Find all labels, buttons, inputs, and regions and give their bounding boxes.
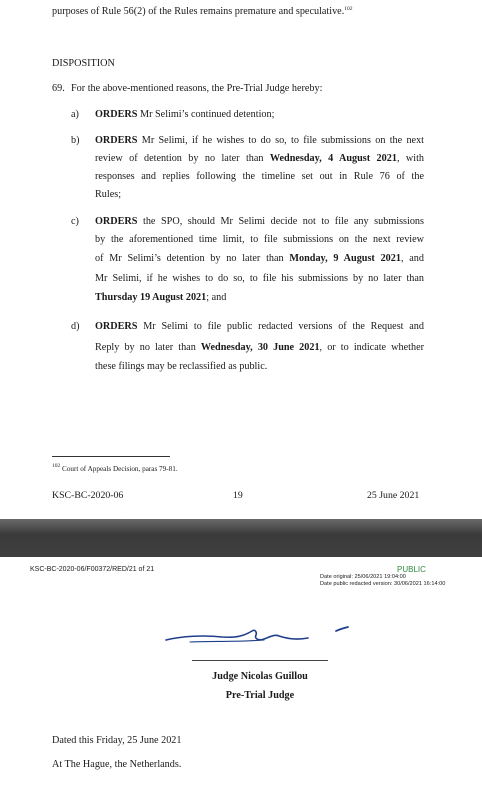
footnote-reference: 102 xyxy=(344,6,353,12)
item-b-line-2: review of detention by no later than Wednesday, 4 August 2021, with xyxy=(95,153,424,164)
classification-label: PUBLIC xyxy=(397,565,426,574)
judge-name: Judge Nicolas Guillou xyxy=(212,671,308,682)
item-c-line-2: by the aforementioned time limit, to file submissions on the next review xyxy=(95,234,424,245)
item-c-line-5: Thursday 19 August 2021; and xyxy=(95,292,227,303)
dated-line: Dated this Friday, 25 June 2021 xyxy=(52,735,182,746)
date-original: Date original: 25/06/2021 19:04:00 xyxy=(320,574,406,580)
footnote: $^{102}$ Court of Appeals Decision, paras 79-81. xyxy=(52,463,178,473)
paragraph-number: 69. xyxy=(52,83,65,94)
item-c-line-1: ORDERS the SPO, should Mr Selimi decide not to file any submissions xyxy=(95,216,424,227)
item-b-line-1: ORDERS Mr Selimi, if he wishes to do so, to file submissions on the next xyxy=(95,135,424,146)
item-marker-d: d) xyxy=(71,321,80,332)
page-separator xyxy=(0,519,482,557)
place-line: At The Hague, the Netherlands. xyxy=(52,759,182,770)
footer-page-number: 19 xyxy=(233,490,243,501)
item-c-line-4: Mr Selimi, if he wishes to do so, to file his submissions by no later than xyxy=(95,273,424,284)
item-a-line-1: ORDERS Mr Selimi’s continued detention; xyxy=(95,109,275,120)
item-d-line-1: ORDERS Mr Selimi to file public redacted versions of the Request and xyxy=(95,321,424,332)
section-heading: DISPOSITION xyxy=(52,58,115,69)
paragraph-intro: For the above-mentioned reasons, the Pre-Trial Judge hereby: xyxy=(71,83,323,94)
judge-title: Pre-Trial Judge xyxy=(225,690,295,701)
item-c-line-3: of Mr Selimi’s detention by no later than Monday, 9 August 2021, and xyxy=(95,253,424,264)
item-d-line-3: these filings may be reclassified as public. xyxy=(95,361,268,372)
item-b-line-3: responses and replies following the timeline set out in Rule 76 of the xyxy=(95,171,424,182)
footer-date: 25 June 2021 xyxy=(367,490,420,501)
item-d-line-2: Reply by no later than Wednesday, 30 June 2021, or to indicate whether xyxy=(95,342,424,353)
document-page-21 xyxy=(0,557,482,800)
item-marker-c: c) xyxy=(71,216,79,227)
continued-text-line: purposes of Rule 56(2) of the Rules remains premature and speculative.$^{102}$ xyxy=(52,6,353,17)
signature-line xyxy=(192,660,328,661)
footer-case-number: KSC-BC-2020-06 xyxy=(52,490,124,501)
item-marker-b: b) xyxy=(71,135,80,146)
item-marker-a: a) xyxy=(71,109,79,120)
footnote-separator xyxy=(52,456,170,457)
date-public-redacted: Date public redacted version: 30/06/2021 16:14:00 xyxy=(320,581,446,587)
item-b-line-4: Rules; xyxy=(95,189,122,200)
document-reference: KSC-BC-2020-06/F00372/RED/21 of 21 xyxy=(30,566,155,573)
signature-image xyxy=(160,623,360,651)
